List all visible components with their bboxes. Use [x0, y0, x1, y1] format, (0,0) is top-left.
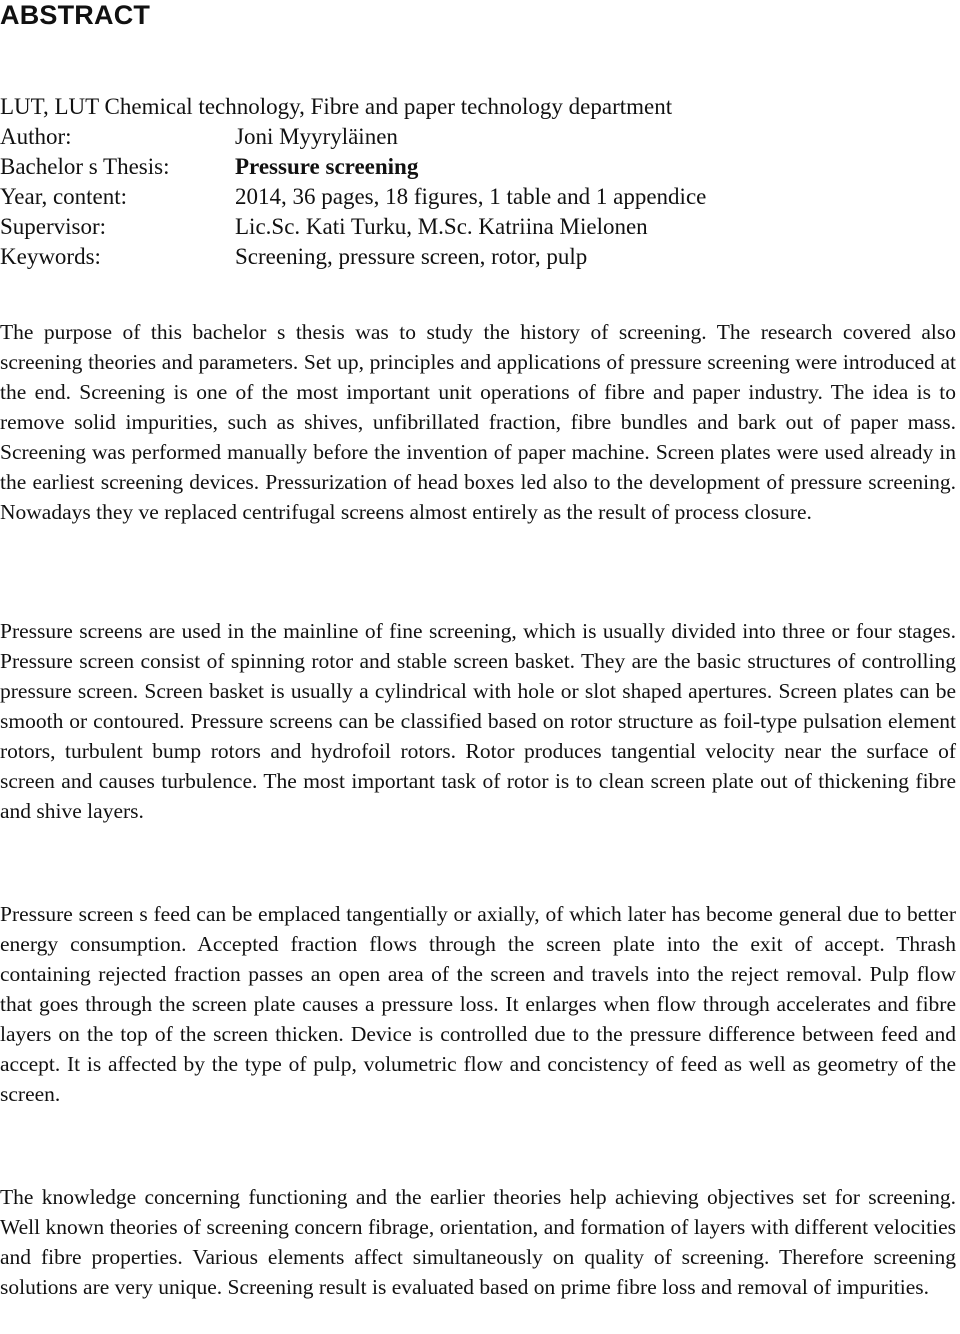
meta-row-keywords [0, 242, 960, 272]
meta-row-thesis [0, 152, 960, 182]
abstract-paragraph-1: The purpose of this bachelor s thesis was to study the history of screening. The research covered also screening theories and parameters. Set up, principles and applications of pressure screening were introduced at the end. Screening is one of the most important unit operations of fibre and paper industry. The idea is to remove solid impurities, such as shives, unfibrillated fraction, fibre bundles and bark out of paper mass. Screening was performed manually before the invention of paper machine. Screen plates were used already in the earliest screening devices. Pressurization of head boxes led also to the development of pressure screening. Nowadays they ve replaced centrifugal screens almost entirely as the result of process closure. [0, 320, 956, 524]
meta-row-supervisor [0, 212, 960, 242]
department-text: LUT, LUT Chemical technology, Fibre and paper technology department [0, 94, 673, 119]
abstract-paragraph-2: Pressure screens are used in the mainline of fine screening, which is usually divided into three or four stages. Pressure screen consist of spinning rotor and stable screen basket. They are the basic structures of controlling pressure screen. Screen basket is usually a cylindrical with hole or slot shaped apertures. Screen plates can be smooth or contoured. Pressure screens can be classified based on rotor structure as foil-type pulsation element rotors, turbulent bump rotors and hydrofoil rotors. Rotor produces tangential velocity near the surface of screen and causes turbulence. The most important task of rotor is to clean screen plate out of thickening fibre and shive layers. [0, 619, 956, 823]
meta-key-author: Author: [0, 124, 72, 149]
abstract-heading: ABSTRACT [0, 0, 151, 30]
meta-key-keywords: Keywords: [0, 244, 101, 269]
meta-key-thesis: Bachelor s Thesis: [0, 154, 170, 179]
thesis-metadata [0, 92, 960, 272]
meta-value-author: Joni Myyryläinen [235, 124, 398, 149]
meta-value-supervisor: Lic.Sc. Kati Turku, M.Sc. Katriina Mielonen [235, 214, 648, 239]
meta-key-supervisor: Supervisor: [0, 214, 107, 239]
meta-value-year-content: 2014, 36 pages, 18 figures, 1 table and 1 appendice [235, 184, 707, 209]
meta-row-author [0, 122, 960, 152]
meta-key-year-content: Year, content: [0, 184, 128, 209]
abstract-paragraph-3: Pressure screen s feed can be emplaced tangentially or axially, of which later has become general due to better energy consumption. Accepted fraction flows through the screen plate into the exit of accept. Thrash containing rejected fraction passes an open area of the screen and travels into the reject removal. Pulp flow that goes through the screen plate causes a pressure loss. It enlarges when flow through accelerates and fibre layers on the top of the screen thicken. Device is controlled due to the pressure difference between feed and accept. It is affected by the type of pulp, volumetric flow and concistency of feed as well as geometry of the screen. [0, 902, 956, 1106]
meta-row-year-content [0, 182, 960, 212]
meta-value-keywords: Screening, pressure screen, rotor, pulp [235, 244, 588, 269]
department-line [0, 92, 960, 122]
meta-value-thesis-title: Pressure screening [235, 154, 419, 179]
abstract-paragraph-4: The knowledge concerning functioning and the earlier theories help achieving objectives set for screening. Well known theories of screening concern fibrage, orientation, and formation of layers with different velocities and fibre properties. Various elements affect simultaneously on quality of screening. Therefore screening solutions are very unique. Screening result is evaluated based on prime fibre loss and removal of impurities. [0, 1185, 956, 1299]
